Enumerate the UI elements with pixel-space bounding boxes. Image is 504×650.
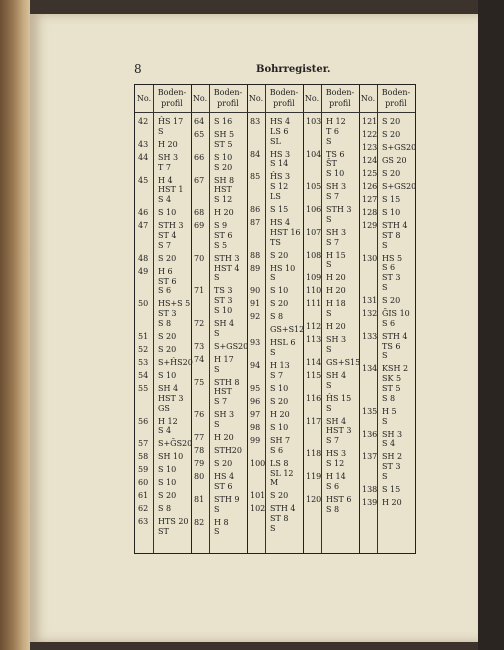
boring-number: 128	[362, 208, 378, 217]
soil-profile-line: S	[326, 214, 332, 224]
soil-profile-line: S 20	[158, 345, 177, 354]
soil-profile-line: HS+S 5	[158, 299, 191, 309]
soil-profile-line: SL	[270, 136, 281, 146]
soil-profile-line: S 8	[158, 319, 172, 328]
boring-number: 55	[138, 384, 149, 393]
soil-profile-line: S 7	[326, 436, 340, 446]
boring-number: 82	[194, 517, 205, 527]
boring-number: 54	[138, 371, 149, 380]
soil-profile-line: ĤS 17	[158, 117, 184, 126]
boring-number: 79	[194, 459, 205, 468]
soil-profile-line: S 20	[270, 397, 289, 406]
boring-number: 70	[194, 253, 205, 263]
boring-number: 74	[194, 354, 205, 364]
soil-profile-line: H 20	[270, 410, 290, 419]
boring-number: 59	[138, 465, 149, 475]
boring-number: 127	[362, 195, 378, 204]
soil-profile-line: S 20	[270, 491, 289, 501]
soil-profile-line: ST 5	[214, 139, 233, 149]
soil-profile-line: ĞIS 10	[382, 309, 410, 318]
soil-profile-line: H 20	[214, 208, 234, 218]
soil-profile-line: ST	[158, 527, 169, 537]
soil-profile-line: SH 4	[214, 319, 235, 328]
boring-number: 115	[306, 371, 322, 380]
boring-number: 62	[138, 504, 149, 514]
boring-number: 117	[306, 416, 322, 426]
page-edge	[478, 0, 504, 650]
soil-profile-line: H 20	[326, 273, 346, 283]
boring-number: 78	[194, 446, 205, 455]
boring-number: 121	[362, 117, 378, 126]
boring-number: 63	[138, 517, 149, 527]
soil-profile-line: ST 6	[214, 231, 233, 240]
soil-profile-line: ST 8	[270, 514, 289, 524]
soil-profile-line: SH 4	[326, 371, 347, 380]
soil-profile-line: STH 3	[158, 221, 184, 231]
soil-profile-line: S	[382, 283, 388, 292]
soil-profile-line: S 10	[270, 423, 289, 432]
soil-profile-line: HST 16	[270, 227, 301, 237]
soil-profile-line: LS 8	[270, 458, 289, 468]
boring-number: 53	[138, 358, 149, 367]
boring-number: 111	[306, 299, 322, 309]
soil-profile-line: S 10	[158, 208, 177, 218]
soil-profile-line: S	[214, 364, 220, 374]
soil-profile-line: ST 3	[158, 309, 177, 319]
boring-number: 71	[194, 286, 205, 296]
soil-profile-line: KSH 2	[382, 364, 409, 374]
header-bodenprofil: Boden- profil	[381, 88, 411, 108]
soil-profile-line: M	[270, 478, 279, 488]
boring-number: 113	[306, 335, 322, 345]
column-divider	[359, 85, 360, 553]
soil-profile-line: S 10	[382, 208, 401, 217]
soil-profile-line: ST 6	[158, 276, 177, 286]
header-no: No.	[192, 94, 208, 103]
soil-profile-line: ST 5	[382, 384, 401, 393]
soil-profile-line: SH 3	[158, 152, 179, 162]
soil-profile-line: S 6	[270, 445, 284, 455]
soil-profile-line: S	[214, 504, 220, 514]
soil-profile-line: S 5	[214, 240, 228, 250]
boring-number: 81	[194, 494, 205, 504]
soil-profile-line: S 20	[382, 169, 401, 178]
soil-profile-line: S 20	[158, 332, 177, 341]
boring-number: 110	[306, 286, 322, 296]
boring-number: 125	[362, 169, 378, 178]
boring-number: 61	[138, 491, 149, 501]
soil-profile-line: S 20	[270, 250, 289, 260]
subcolumn-divider	[153, 85, 154, 553]
soil-profile-line: S+ĞS20	[158, 439, 193, 449]
soil-profile-line: S 20	[382, 130, 401, 139]
boring-number: 85	[250, 172, 261, 182]
subcolumn-divider	[265, 85, 266, 553]
header-no: No.	[136, 94, 152, 103]
soil-profile-line: HS 3	[270, 149, 291, 159]
boring-number: 56	[138, 416, 149, 426]
soil-profile-line: S	[326, 345, 332, 354]
column-divider	[303, 85, 304, 553]
boring-number: 73	[194, 341, 205, 351]
boring-number: 52	[138, 345, 149, 354]
soil-profile-line: S 10	[158, 478, 177, 488]
boring-number: 48	[138, 253, 149, 263]
soil-profile-line: S 8	[382, 393, 396, 403]
soil-profile-line: HST	[214, 387, 232, 397]
running-head: Bohrregister.	[256, 64, 331, 75]
soil-profile-line: S+GS20	[214, 341, 249, 351]
soil-profile-line: SH 3	[326, 335, 347, 345]
soil-profile-line: H 20	[326, 322, 346, 332]
borehole-table	[134, 84, 416, 554]
boring-number: 101	[250, 491, 266, 501]
boring-number: 139	[362, 498, 378, 507]
boring-number: 87	[250, 218, 261, 227]
header-no: No.	[248, 94, 264, 103]
boring-number: 67	[194, 175, 205, 185]
soil-profile-line: S	[270, 524, 276, 533]
boring-number: 120	[306, 494, 322, 504]
boring-number: 66	[194, 152, 205, 162]
boring-number: 49	[138, 266, 149, 276]
soil-profile-line: ĤS 3	[270, 172, 291, 182]
soil-profile-line: S+GS20	[382, 143, 417, 152]
soil-profile-line: ST 8	[382, 230, 401, 240]
soil-profile-line: SH 3	[214, 410, 235, 420]
soil-profile-line: S 10	[270, 286, 289, 296]
boring-number: 65	[194, 130, 205, 139]
soil-profile-line: H 13	[270, 361, 290, 371]
soil-profile-line: ST 3	[382, 273, 401, 283]
soil-profile-line: S 10	[270, 384, 289, 393]
boring-number: 122	[362, 130, 378, 139]
soil-profile-line: S 4	[158, 195, 172, 205]
boring-number: 42	[138, 117, 149, 126]
soil-profile-line: ST 6	[214, 481, 233, 491]
boring-number: 69	[194, 221, 205, 231]
boring-number: 88	[250, 250, 261, 260]
boring-number: 135	[362, 406, 378, 416]
boring-number: 76	[194, 410, 205, 420]
soil-profile-line: HS 3	[326, 449, 347, 459]
soil-profile-line: S 15	[382, 195, 401, 204]
boring-number: 130	[362, 253, 378, 263]
soil-profile-line: HS 4	[270, 218, 291, 227]
boring-number: 96	[250, 397, 261, 406]
soil-profile-line: HS 10	[270, 263, 296, 273]
boring-number: 123	[362, 143, 378, 152]
soil-profile-line: GS	[158, 403, 170, 413]
soil-profile-line: H 14	[326, 472, 346, 481]
header-bodenprofil: Boden- profil	[213, 88, 243, 108]
soil-profile-line: HSL 6	[270, 338, 296, 348]
soil-profile-line: ST 3	[214, 296, 233, 306]
soil-profile-line: S 20	[158, 491, 177, 501]
soil-profile-line: SK 5	[382, 374, 402, 384]
soil-profile-line: S 20	[382, 296, 401, 305]
soil-profile-line: S	[382, 416, 388, 426]
soil-profile-line: GS+S15	[326, 358, 361, 367]
soil-profile-line: S	[326, 380, 332, 390]
soil-profile-line: S 12	[326, 459, 345, 468]
soil-profile-line: S 4	[158, 426, 172, 436]
soil-profile-line: S 20	[270, 299, 289, 309]
boring-number: 119	[306, 472, 322, 481]
soil-profile-line: SH 3	[382, 429, 403, 439]
header-bodenprofil: Boden- profil	[157, 88, 187, 108]
soil-profile-line: TS 6	[382, 341, 401, 351]
soil-profile-line: T 7	[158, 162, 171, 172]
boring-number: 86	[250, 205, 261, 214]
soil-profile-line: S 15	[270, 205, 289, 214]
boring-number: 124	[362, 156, 378, 165]
soil-profile-line: S 7	[158, 240, 172, 250]
boring-number: 131	[362, 296, 378, 305]
column-divider	[247, 85, 248, 553]
soil-profile-line: ST 4	[158, 231, 177, 240]
boring-number: 57	[138, 439, 149, 449]
soil-profile-line: H 20	[382, 498, 402, 507]
soil-profile-line: SH 8	[214, 175, 235, 185]
soil-profile-line: S 10	[214, 152, 233, 162]
soil-profile-line: S	[382, 240, 388, 250]
soil-profile-line: STH 9	[214, 494, 240, 504]
boring-number: 133	[362, 331, 378, 341]
subcolumn-divider	[209, 85, 210, 553]
soil-profile-line: S 6	[382, 318, 396, 328]
boring-number: 114	[306, 358, 322, 367]
boring-number: 104	[306, 149, 322, 159]
soil-profile-line: S	[158, 126, 164, 136]
boring-number: 98	[250, 423, 261, 432]
soil-profile-line: S 20	[382, 117, 401, 126]
soil-profile-line: TS 6	[326, 149, 345, 159]
soil-profile-line: T 6	[326, 126, 339, 136]
soil-profile-line: H 12	[158, 416, 178, 426]
soil-profile-line: S 10	[158, 371, 177, 380]
boring-number: 90	[250, 286, 261, 296]
boring-number: 109	[306, 273, 322, 283]
soil-profile-line: SH 5	[214, 130, 235, 139]
boring-number: 106	[306, 205, 322, 214]
soil-profile-line: S	[326, 309, 332, 319]
soil-profile-line: STH 3	[214, 253, 240, 263]
soil-profile-line: H 12	[326, 117, 346, 126]
soil-profile-line: HST 3	[158, 393, 184, 403]
boring-number: 129	[362, 221, 378, 230]
boring-number: 84	[250, 149, 261, 159]
soil-profile-line: S 6	[382, 263, 396, 273]
soil-profile-line: ĤS 15	[326, 393, 352, 403]
soil-profile-line: SH 10	[158, 452, 184, 462]
soil-profile-line: HS 4	[270, 117, 291, 126]
boring-number: 44	[138, 152, 149, 162]
soil-profile-line: S 9	[214, 221, 228, 231]
soil-profile-line: S 6	[158, 286, 172, 296]
soil-profile-line: S 8	[326, 504, 340, 514]
soil-profile-line: HST 6	[326, 494, 352, 504]
soil-profile-line: S	[382, 472, 388, 481]
boring-number: 60	[138, 478, 149, 488]
soil-profile-line: LS	[270, 192, 281, 201]
soil-profile-line: H 8	[214, 517, 229, 527]
boring-number: 64	[194, 117, 205, 126]
boring-number: 99	[250, 436, 261, 445]
soil-profile-line: SH 7	[270, 436, 291, 445]
soil-profile-line: S 7	[214, 397, 228, 407]
soil-profile-line: SH 4	[158, 384, 179, 393]
soil-profile-line: STH 3	[326, 205, 352, 214]
soil-profile-line: TS	[270, 237, 281, 247]
boring-number: 51	[138, 332, 149, 341]
soil-profile-line: H 4	[158, 175, 173, 185]
boring-number: 126	[362, 182, 378, 191]
soil-profile-line: HST 3	[326, 426, 352, 436]
boring-number: 95	[250, 384, 261, 393]
soil-profile-line: S 8	[270, 312, 284, 322]
soil-profile-line: H 20	[158, 139, 178, 149]
soil-profile-line: S 15	[382, 485, 401, 494]
soil-profile-line: S 12	[214, 195, 233, 205]
soil-profile-line: S	[214, 273, 220, 283]
boring-number: 134	[362, 364, 378, 374]
soil-profile-line: GS+S12	[270, 325, 305, 335]
soil-profile-line: S	[326, 403, 332, 413]
soil-profile-line: SH 2	[382, 452, 403, 462]
boring-number: 50	[138, 299, 149, 309]
boring-number: 72	[194, 319, 205, 328]
boring-number: 89	[250, 263, 261, 273]
header-no: No.	[304, 94, 320, 103]
boring-number: 102	[250, 504, 266, 514]
soil-profile-line: S 20	[158, 253, 177, 263]
soil-profile-line: S 20	[214, 459, 233, 468]
header-bodenprofil: Boden- profil	[269, 88, 299, 108]
soil-profile-line: HTS 20	[158, 517, 189, 527]
soil-profile-line: HST 1	[158, 185, 184, 195]
soil-profile-line: S+ĤS20	[158, 358, 193, 367]
soil-profile-line: S 8	[158, 504, 172, 514]
soil-profile-line: GS 20	[382, 156, 407, 165]
boring-number: 112	[306, 322, 322, 332]
soil-profile-line: SL 12	[270, 468, 294, 478]
soil-profile-line: S	[326, 260, 332, 270]
soil-profile-line: S	[214, 527, 220, 537]
soil-profile-line: SH 3	[326, 227, 347, 237]
soil-profile-line: S 10	[214, 306, 233, 315]
header-bodenprofil: Boden- profil	[325, 88, 355, 108]
boring-number: 108	[306, 250, 322, 260]
soil-profile-line: SH 4	[326, 416, 347, 426]
soil-profile-line: S	[326, 136, 332, 146]
soil-profile-line: H 20	[326, 286, 346, 296]
soil-profile-line: S 16	[214, 117, 233, 126]
book-spine	[0, 0, 30, 650]
boring-number: 136	[362, 429, 378, 439]
soil-profile-line: STH 4	[382, 221, 408, 230]
boring-number: 47	[138, 221, 149, 231]
soil-profile-line: S 12	[270, 182, 289, 192]
soil-profile-line: S	[214, 328, 220, 338]
soil-profile-line: STH 8	[214, 377, 240, 387]
soil-profile-line: S 20	[214, 162, 233, 172]
boring-number: 68	[194, 208, 205, 218]
soil-profile-line: H 5	[382, 406, 397, 416]
boring-number: 105	[306, 182, 322, 192]
header-rule	[135, 112, 415, 113]
soil-profile-line: H 18	[326, 299, 346, 309]
boring-number: 138	[362, 485, 378, 494]
soil-profile-line: S 6	[326, 481, 340, 491]
soil-profile-line: HST 4	[214, 263, 240, 273]
soil-profile-line: ST 3	[382, 462, 401, 472]
boring-number: 94	[250, 361, 261, 371]
soil-profile-line: SH 3	[326, 182, 347, 192]
boring-number: 132	[362, 309, 378, 318]
soil-profile-line: S 7	[326, 237, 340, 247]
boring-number: 91	[250, 299, 261, 309]
boring-number: 116	[306, 393, 322, 403]
boring-number: 45	[138, 175, 149, 185]
soil-profile-line: S	[214, 420, 220, 429]
boring-number: 58	[138, 452, 149, 462]
soil-profile-line: TS 3	[214, 286, 233, 296]
boring-number: 100	[250, 458, 266, 468]
boring-number: 83	[250, 117, 261, 126]
header-no: No.	[360, 94, 376, 103]
soil-profile-line: S 10	[326, 169, 345, 179]
soil-profile-line: STH 4	[382, 331, 408, 341]
soil-profile-line: S 14	[270, 159, 289, 169]
page-number: 8	[134, 62, 142, 76]
soil-profile-line: S	[270, 348, 276, 358]
soil-profile-line: S	[270, 273, 276, 283]
boring-number: 97	[250, 410, 261, 419]
boring-number: 92	[250, 312, 261, 322]
soil-profile-line: STH20	[214, 446, 242, 455]
soil-profile-line: S 7	[326, 192, 340, 201]
soil-profile-line: S 7	[270, 371, 284, 380]
soil-profile-line: HS 5	[382, 253, 403, 263]
soil-profile-line: H 17	[214, 354, 234, 364]
boring-number: 93	[250, 338, 261, 348]
boring-number: 43	[138, 139, 149, 149]
boring-number: 46	[138, 208, 149, 218]
boring-number: 77	[194, 433, 205, 442]
boring-number: 107	[306, 227, 322, 237]
soil-profile-line: S 4	[382, 439, 396, 449]
soil-profile-line: LS 6	[270, 126, 289, 136]
soil-profile-line: H 20	[214, 433, 234, 442]
column-divider	[191, 85, 192, 553]
soil-profile-line: ŠT	[326, 159, 337, 169]
soil-profile-line: HS 4	[214, 472, 235, 481]
boring-number: 118	[306, 449, 322, 459]
soil-profile-line: H 6	[158, 266, 173, 276]
soil-profile-line: S+GS20	[382, 182, 417, 191]
soil-profile-line: STH 4	[270, 504, 296, 514]
soil-profile-line: H 15	[326, 250, 346, 260]
boring-number: 103	[306, 117, 322, 126]
soil-profile-line: S	[382, 351, 388, 361]
boring-number: 80	[194, 472, 205, 481]
boring-number: 137	[362, 452, 378, 462]
soil-profile-line: S 10	[158, 465, 177, 475]
soil-profile-line: HST	[214, 185, 232, 195]
boring-number: 75	[194, 377, 205, 387]
